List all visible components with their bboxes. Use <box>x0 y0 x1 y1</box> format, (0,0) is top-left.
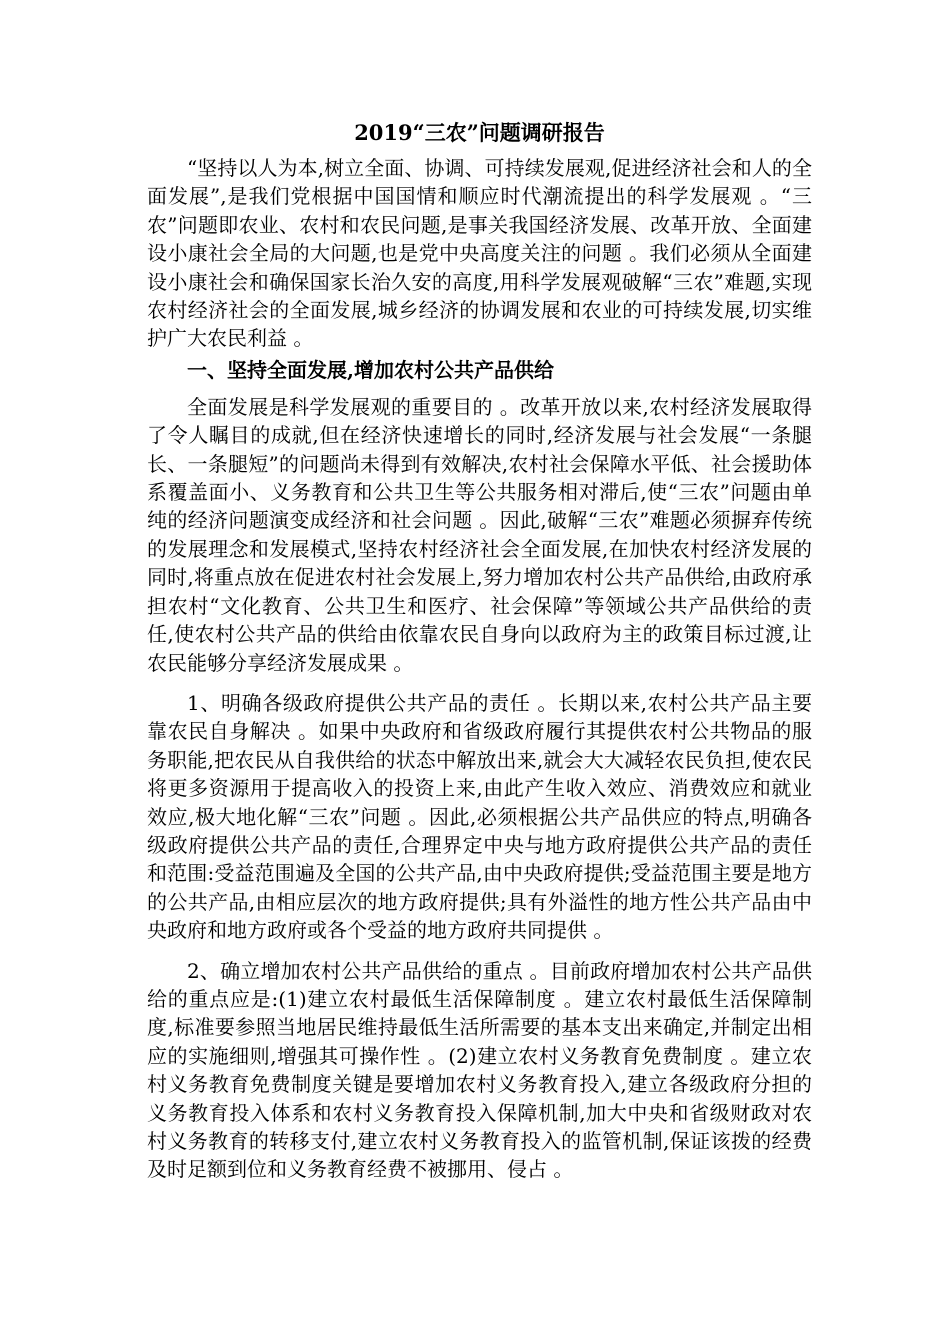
section-heading-1: 一、坚持全面发展,增加农村公共产品供给 <box>187 357 554 382</box>
document-page <box>147 118 812 1184</box>
point-1-paragraph: 1、明确各级政府提供公共产品的责任 。长期以来,农村公共产品主要靠农民自身解决 。如果中央政府和省级政府履行其提供农村公共物品的服务职能,把农民从自我供给的状态中解放出来,就会大大减轻农民负担,使农民将更多资源用于提高收入的投资上来,由此产生收入效应、消费效应和就业效应,极大地化解“三农”问题 。因此,必须根据公共产品供应的特点,明确各级政府提供公共产品的责任,合理界定中央与地方政府提供公共产品的责任和范围:受益范围遍及全国的公共产品,由中央政府提供;受益范围主要是地方的公共产品,由相应层次的地方政府提供;具有外溢性的地方性公共产品由中央政府和地方政府或各个受益的地方政府共同提供 。 <box>147 690 812 943</box>
intro-paragraph: “坚持以人为本,树立全面、协调、可持续发展观,促进经济社会和人的全面发展”,是我们党根据中国国情和顺应时代潮流提出的科学发展观 。“三农”问题即农业、农村和农民问题,是事关我国经济发展、改革开放、全面建设小康社会全局的大问题,也是党中央高度关注的问题 。我们必须从全面建设小康社会和确保国家长治久安的高度,用科学发展观破解“三农”难题,实现农村经济社会的全面发展,城乡经济的协调发展和农业的可持续发展,切实维护广大农民利益 。 <box>147 156 812 351</box>
document-title: 2019“三农”问题调研报告 <box>354 120 605 145</box>
point-2-paragraph: 2、确立增加农村公共产品供给的重点 。目前政府增加农村公共产品供给的重点应是:(1)建立农村最低生活保障制度 。建立农村最低生活保障制度,标准要参照当地居民维持最低生活所需要的基本支出来确定,并制定出相应的实施细则,增强其可操作性 。(2)建立农村义务教育免费制度 。建立农村义务教育免费制度关键是要增加农村义务教育投入,建立各级政府分担的义务教育投入体系和农村义务教育投入保障机制,加大中央和省级财政对农村义务教育的转移支付,建立农村义务教育投入的监管机制,保证该拨的经费及时足额到位和义务教育经费不被挪用、侵占 。 <box>147 958 812 1182</box>
section-1-paragraph: 全面发展是科学发展观的重要目的 。改革开放以来,农村经济发展取得了令人瞩目的成就,但在经济快速增长的同时,经济发展与社会发展“一条腿长、一条腿短”的问题尚未得到有效解决,农村社会保障水平低、社会援助体系覆盖面小、义务教育和公共卫生等公共服务相对滞后,使“三农”问题由单纯的经济问题演变成经济和社会问题 。因此,破解“三农”难题必须摒弃传统的发展理念和发展模式,坚持农村经济社会全面发展,在加快农村经济发展的同时,将重点放在促进农村社会发展上,努力增加农村公共产品供给,由政府承担农村“文化教育、公共卫生和医疗、社会保障”等领域公共产品供给的责任,使农村公共产品的供给由依靠农民自身向以政府为主的政策目标过渡,让农民能够分享经济发展成果 。 <box>147 394 812 675</box>
